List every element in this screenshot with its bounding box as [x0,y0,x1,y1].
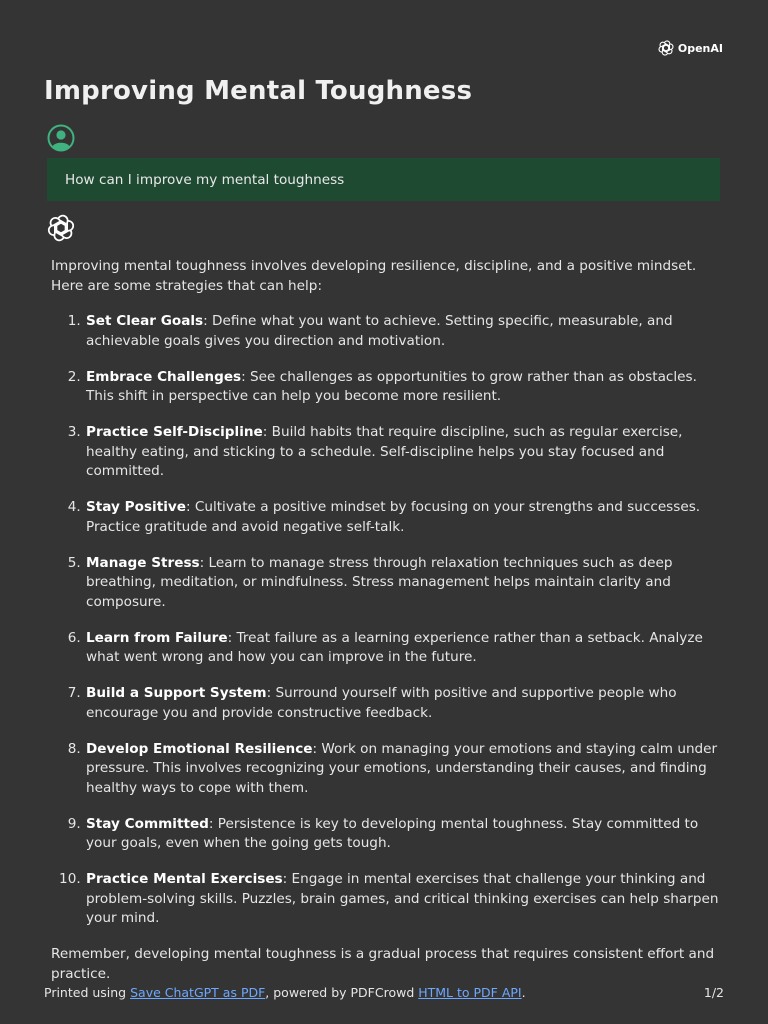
print-footer [44,985,724,1000]
list-item-text: : Build habits that require discipline, such as regular exercise, healthy eating, and sticking to a schedule. Self-discipline helps you stay focused and committed. [86,424,683,479]
strategy-list [51,312,721,929]
list-item-title: Stay Committed [86,815,209,832]
list-item-text: : Treat failure as a learning experience rather than a setback. Analyze what went wrong and how you can improve in the future. [86,629,703,665]
list-item [85,554,721,613]
brand-name: OpenAI [677,41,723,55]
list-item-text: : See challenges as opportunities to grow rather than as obstacles. This shift in perspective can help you become more resilient. [86,368,697,404]
list-item [85,368,721,407]
openai-logo-icon [47,214,75,246]
footer-suffix: . [521,985,526,1000]
list-item [85,423,721,482]
list-item [85,629,721,668]
list-item-title: Manage Stress [86,554,200,571]
list-item-title: Stay Positive [86,499,186,515]
list-item-title: Practice Mental Exercises [86,871,283,887]
html-to-pdf-api-link[interactable]: HTML to PDF API [418,985,522,1000]
list-item [85,684,721,723]
list-item-title: Learn from Failure [86,629,228,646]
list-item-title: Build a Support System [86,685,267,701]
list-item-title: Develop Emotional Resilience [86,740,313,757]
user-message [47,158,720,201]
list-item [85,498,721,537]
footer-prefix: Printed using [44,985,131,1000]
user-message-text: How can I improve my mental toughness [65,171,345,188]
page-number: 1/2 [703,985,724,1000]
assistant-message [51,257,721,984]
page-title: Improving Mental Toughness [44,76,473,106]
list-item-title: Practice Self-Discipline [86,424,263,440]
list-item-title: Embrace Challenges [86,368,242,385]
list-item-text: : Engage in mental exercises that challenge your thinking and problem-solving skills. Puzzles, brain games, and critical thinking exercises can help sharpen your mind. [86,871,719,926]
save-chatgpt-pdf-link[interactable]: Save ChatGPT as PDF [130,985,266,1000]
answer-intro: Improving mental toughness involves developing resilience, discipline, and a positive mindset. Here are some strategies that can help: [51,258,697,294]
list-item-title: Set Clear Goals [86,313,204,329]
openai-logo-icon [658,40,674,56]
list-item-text: : Surround yourself with positive and supportive people who encourage you and provide constructive feedback. [86,685,677,721]
answer-outro: Remember, developing mental toughness is a gradual process that requires consistent effort and practice. [51,946,715,982]
list-item-text: : Define what you want to achieve. Setting specific, measurable, and achievable goals gives you direction and motivation. [86,313,673,349]
openai-brand [658,40,723,56]
list-item [85,740,721,799]
list-item-text: : Work on managing your emotions and staying calm under pressure. This involves recognizing your emotions, understanding their causes, and finding healthy ways to cope with them. [86,740,718,796]
list-item [85,815,721,854]
list-item [85,312,721,351]
footer-middle: , powered by PDFCrowd [265,985,419,1000]
list-item-text: : Persistence is key to developing mental toughness. Stay committed to your goals, even when the going gets tough. [86,815,699,851]
footer-credit [44,985,526,1000]
list-item-text: : Cultivate a positive mindset by focusing on your strengths and successes. Practice gratitude and avoid negative self-talk. [86,499,701,535]
user-avatar-icon [47,124,75,156]
list-item [85,870,721,929]
list-item-text: : Learn to manage stress through relaxation techniques such as deep breathing, meditation, or mindfulness. Stress management helps maintain clarity and composure. [86,554,673,610]
